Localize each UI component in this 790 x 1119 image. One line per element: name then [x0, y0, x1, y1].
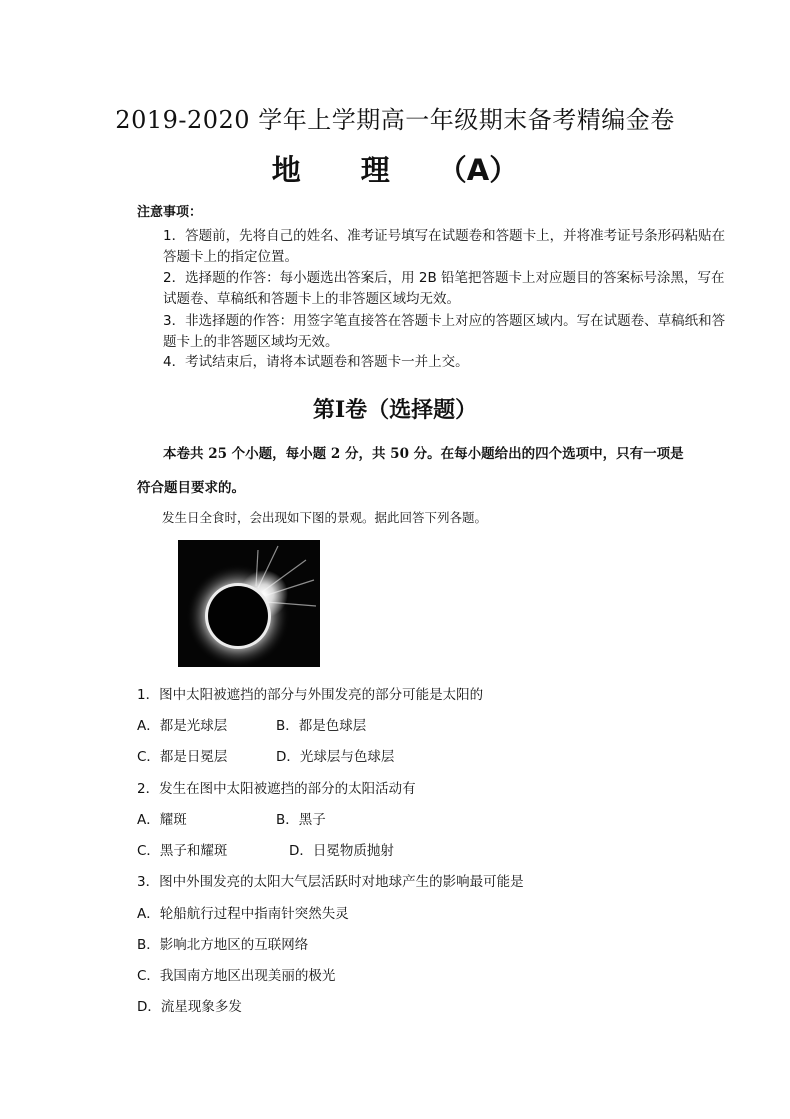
notice-item-2-text: 2．选择题的作答：每小题选出答案后，用 2B 铅笔把答题卡上对应题目的答案标号涂黑，写在试题卷、草稿纸和答题卡上的非答题区域均无效。: [163, 270, 725, 307]
question-1-stem: 1．图中太阳被遮挡的部分与外围发亮的部分可能是太阳的: [137, 687, 484, 703]
notice-item-4: [137, 352, 733, 373]
question-2-option-b: B．黑子: [276, 812, 326, 828]
question-3-option-c: C．我国南方地区出现美丽的极光: [137, 968, 336, 984]
question-1-option-b: B．都是色球层: [276, 718, 367, 734]
solar-eclipse-image: [178, 540, 320, 667]
notice-item-1: [137, 226, 733, 267]
question-3-option-b: B．影响北方地区的互联网络: [137, 937, 309, 953]
exam-title: 2019-2020 学年上学期高一年级期末备考精编金卷: [115, 106, 675, 134]
section-instructions-line-1: 本卷共 25 个小题，每小题 2 分，共 50 分。在每小题给出的四个选项中，只有一项是: [163, 446, 684, 462]
notice-heading: 注意事项：: [137, 205, 203, 220]
notice-item-2: [137, 268, 733, 309]
section-instructions-line-2: 符合题目要求的。: [137, 480, 245, 496]
question-2-stem: 2．发生在图中太阳被遮挡的部分的太阳活动有: [137, 781, 416, 797]
notice-item-3: [137, 311, 733, 352]
question-3-stem: 3．图中外围发亮的太阳大气层活跃时对地球产生的影响最可能是: [137, 874, 524, 890]
notice-item-3-text: 3．非选择题的作答：用签字笔直接答在答题卡上对应的答题区域内。写在试题卷、草稿纸和答题卡上的非答题区域均无效。: [163, 313, 726, 350]
question-1-option-c: C．都是日冕层: [137, 749, 228, 765]
subject-char-2: 理: [360, 153, 390, 187]
question-3-option-a: A．轮船航行过程中指南针突然失灵: [137, 906, 349, 922]
notice-item-4-text: 4．考试结束后，请将本试题卷和答题卡一并上交。: [163, 354, 469, 370]
question-3-option-d: D．流星现象多发: [137, 999, 242, 1015]
question-2-option-a: A．耀斑: [137, 812, 187, 828]
question-intro: 发生日全食时，会出现如下图的景观。据此回答下列各题。: [162, 510, 488, 525]
section-title: 第Ⅰ卷（选择题）: [312, 397, 478, 423]
question-1-option-d: D．光球层与色球层: [276, 749, 395, 765]
subject-char-1: 地: [271, 153, 301, 187]
question-1-option-a: A．都是光球层: [137, 718, 228, 734]
subject-title: [0, 148, 790, 189]
question-2-option-c: C．黑子和耀斑: [137, 843, 228, 859]
paper-version: （A）: [437, 153, 519, 187]
question-2-option-d: D．日冕物质抛射: [289, 843, 394, 859]
solar-eclipse-photo: [178, 540, 320, 667]
notice-item-1-text: 1．答题前，先将自己的姓名、准考证号填写在试题卷和答题卡上，并将准考证号条形码粘贴在答题卡上的指定位置。: [163, 228, 726, 265]
